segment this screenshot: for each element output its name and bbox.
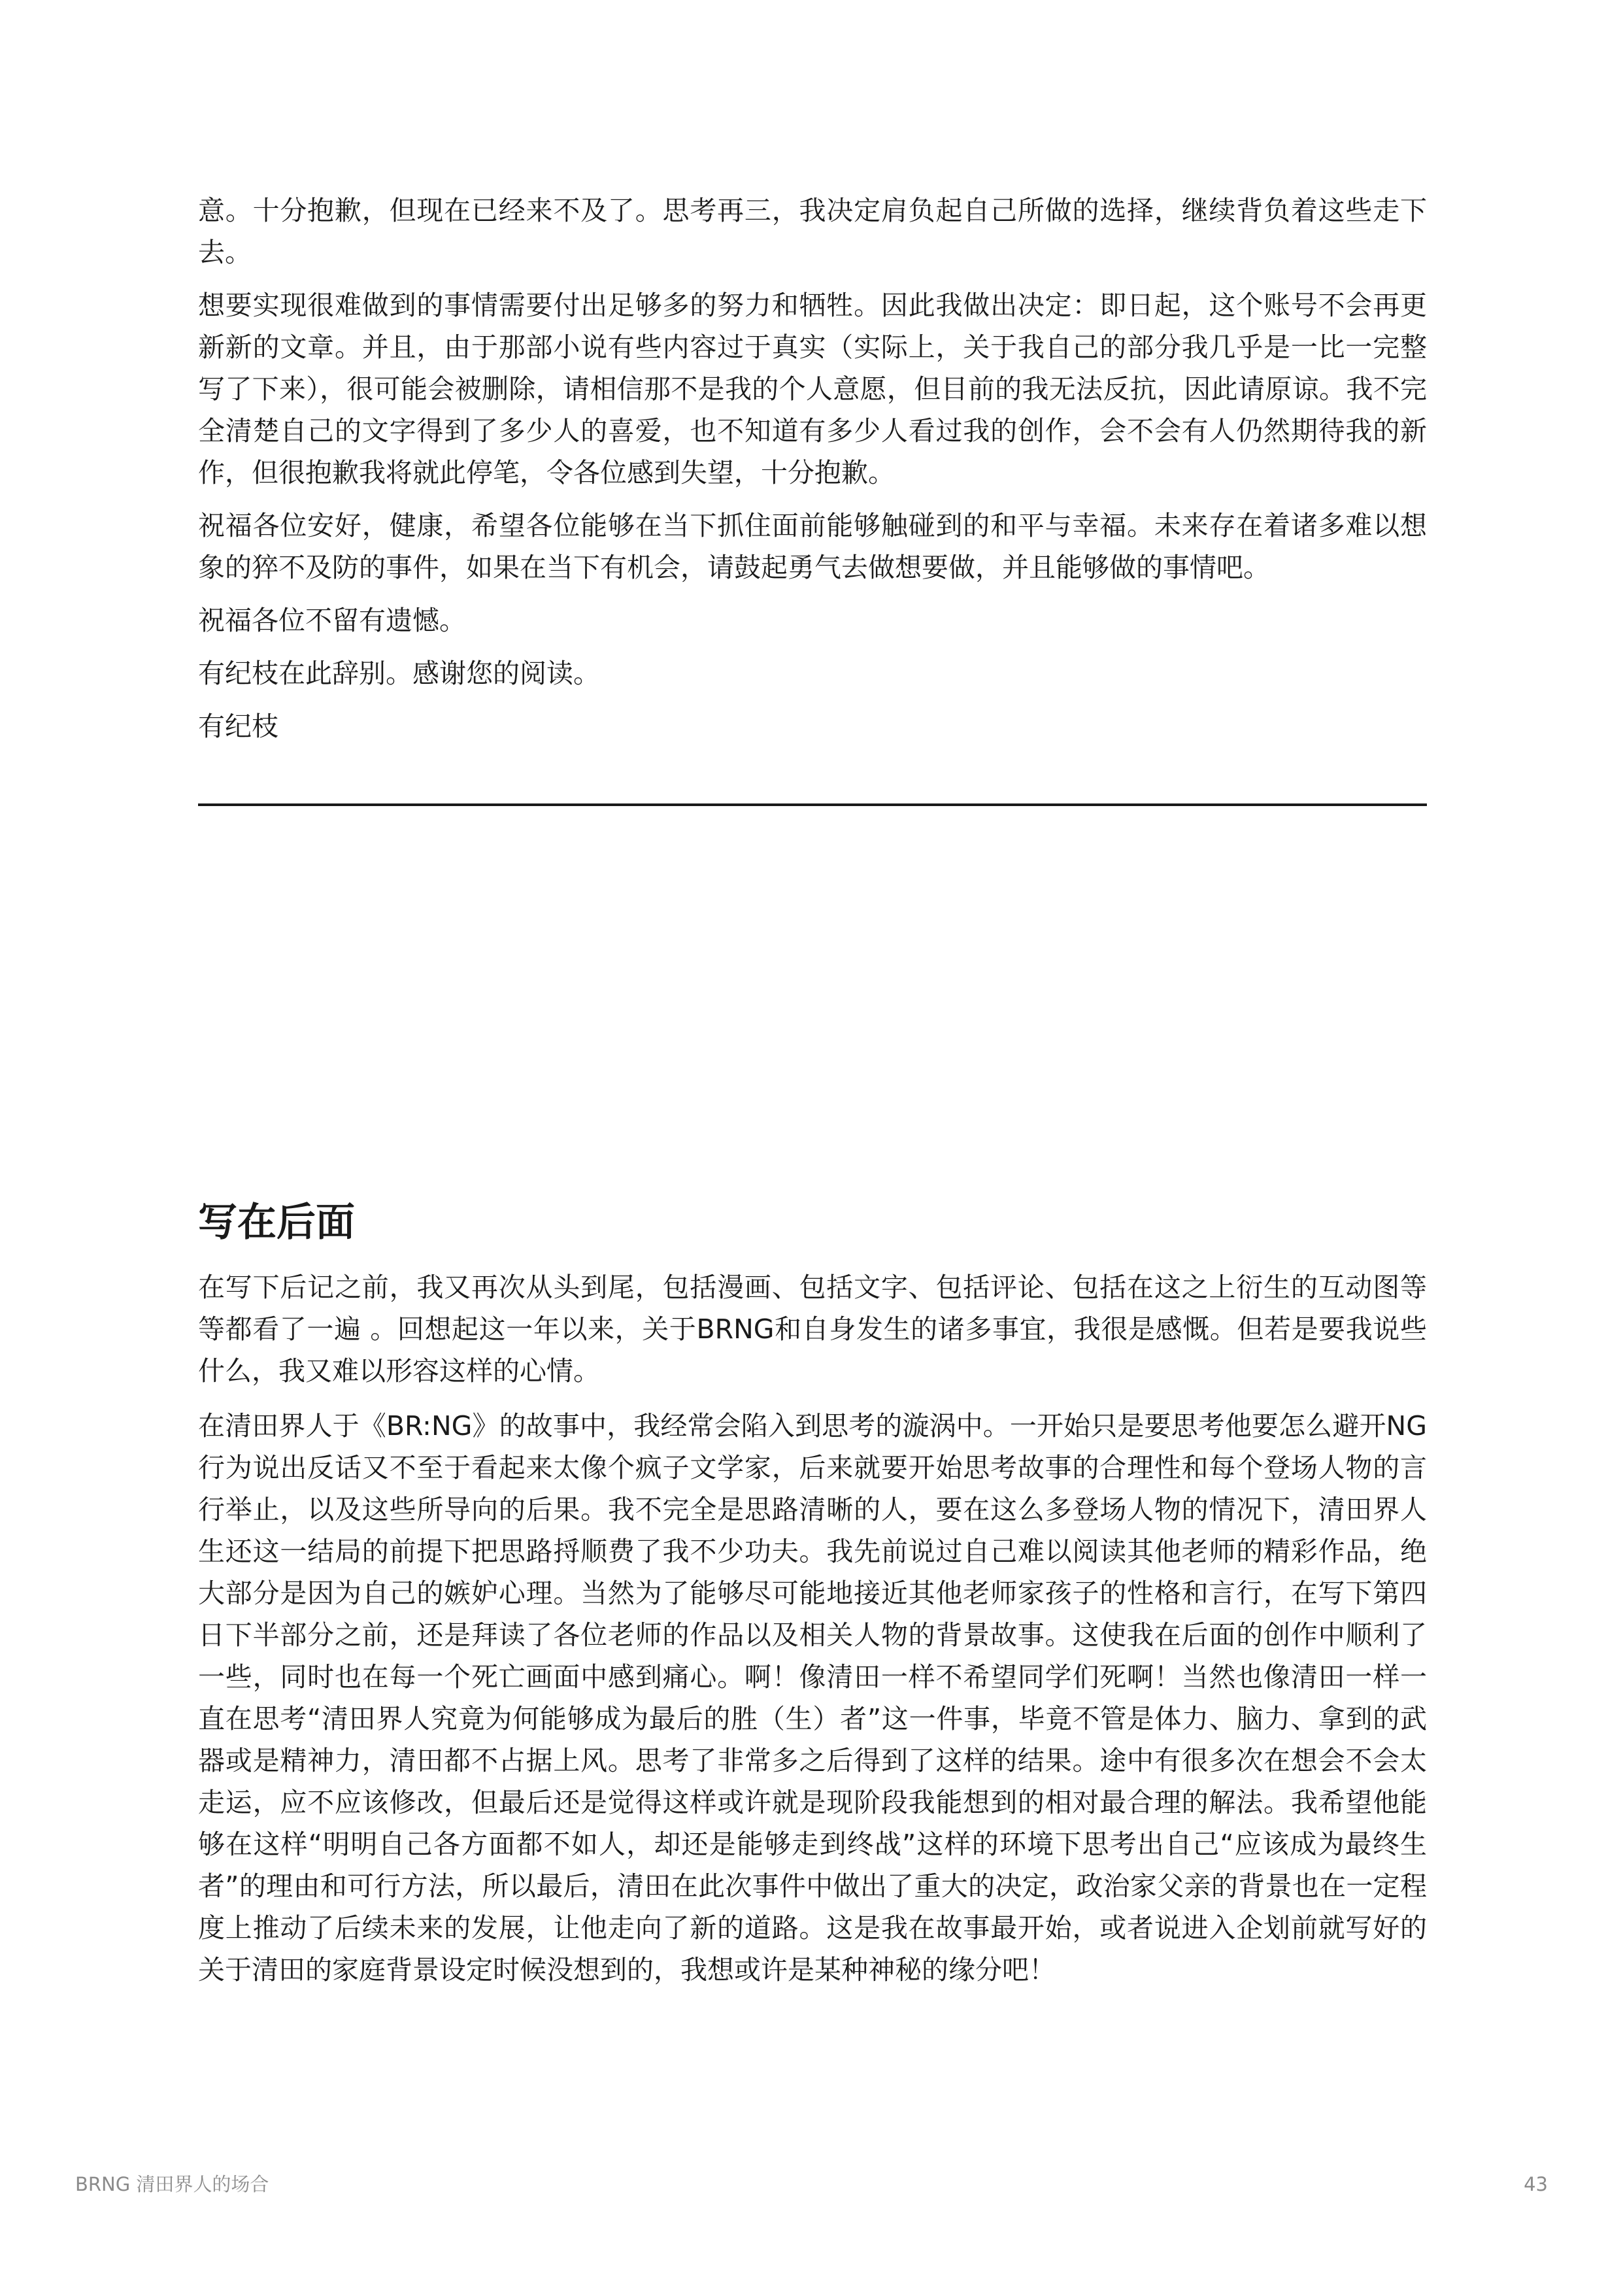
letter-paragraph: 意。十分抱歉，但现在已经来不及了。思考再三，我决定肩负起自己所做的选择，继续背负着这些走下去。 <box>198 195 1427 268</box>
letter-signature: 有纪枝 <box>198 711 278 742</box>
afterword-paragraph: 在写下后记之前，我又再次从头到尾，包括漫画、包括文字、包括评论、包括在这之上衍生的互动图等等都看了一遍 。回想起这一年以来，关于BRNG和自身发生的诸多事宜，我很是感慨。但若是要我说些什么，我又难以形容这样的心情。 <box>198 1272 1427 1387</box>
afterword-section <box>198 1266 1427 2004</box>
letter-paragraph: 想要实现很难做到的事情需要付出足够多的努力和牺牲。因此我做出决定：即日起，这个账号不会再更新新的文章。并且，由于那部小说有些内容过于真实（实际上，关于我自己的部分我几乎是一比一完整写了下来），很可能会被删除，请相信那不是我的个人意愿，但目前的我无法反抗，因此请原谅。我不完全清楚自己的文字得到了多少人的喜爱，也不知道有多少人看过我的创作，会不会有人仍然期待我的新作，但很抱歉我将就此停笔，令各位感到失望，十分抱歉。 <box>198 290 1427 488</box>
letter-paragraph: 祝福各位不留有遗憾。 <box>198 605 466 636</box>
afterword-heading: 写在后面 <box>198 1200 355 1245</box>
footer-title: BRNG 清田界人的场合 <box>75 2173 269 2195</box>
section-divider <box>198 803 1427 806</box>
letter-paragraph: 有纪枝在此辞别。感谢您的阅读。 <box>198 658 600 689</box>
letter-paragraph: 祝福各位安好，健康，希望各位能够在当下抓住面前能够触碰到的和平与幸福。未来存在着诸多难以想象的猝不及防的事件，如果在当下有机会，请鼓起勇气去做想要做，并且能够做的事情吧。 <box>198 510 1427 583</box>
page-number: 43 <box>1524 2173 1548 2195</box>
afterword-paragraph: 在清田界人于《BR:NG》的故事中，我经常会陷入到思考的漩涡中。一开始只是要思考他要怎么避开NG行为说出反话又不至于看起来太像个疯子文学家，后来就要开始思考故事的合理性和每个登场人物的言行举止，以及这些所导向的后果。我不完全是思路清晰的人，要在这么多登场人物的情况下，清田界人生还这一结局的前提下把思路捋顺费了我不少功夫。我先前说过自己难以阅读其他老师的精彩作品，绝大部分是因为自己的嫉妒心理。当然为了能够尽可能地接近其他老师家孩子的性格和言行，在写下第四日下半部分之前，还是拜读了各位老师的作品以及相关人物的背景故事。这使我在后面的创作中顺利了一些，同时也在每一个死亡画面中感到痛心。啊！像清田一样不希望同学们死啊！当然也像清田一样一直在思考“清田界人究竟为何能够成为最后的胜（生）者”这一件事，毕竟不管是体力、脑力、拿到的武器或是精神力，清田都不占据上风。思考了非常多之后得到了这样的结果。途中有很多次在想会不会太走运，应不应该修改，但最后还是觉得这样或许就是现阶段我能想到的相对最合理的解法。我希望他能够在这样“明明自己各方面都不如人，却还是能够走到终战”这样的环境下思考出自己“应该成为最终生者”的理由和可行方法，所以最后，清田在此次事件中做出了重大的决定，政治家父亲的背景也在一定程度上推动了后续未来的发展，让他走向了新的道路。这是我在故事最开始，或者说进入企划前就写好的关于清田的家庭背景设定时候没想到的，我想或许是某种神秘的缘分吧！ <box>198 1410 1427 1985</box>
letter-section <box>198 190 1427 758</box>
